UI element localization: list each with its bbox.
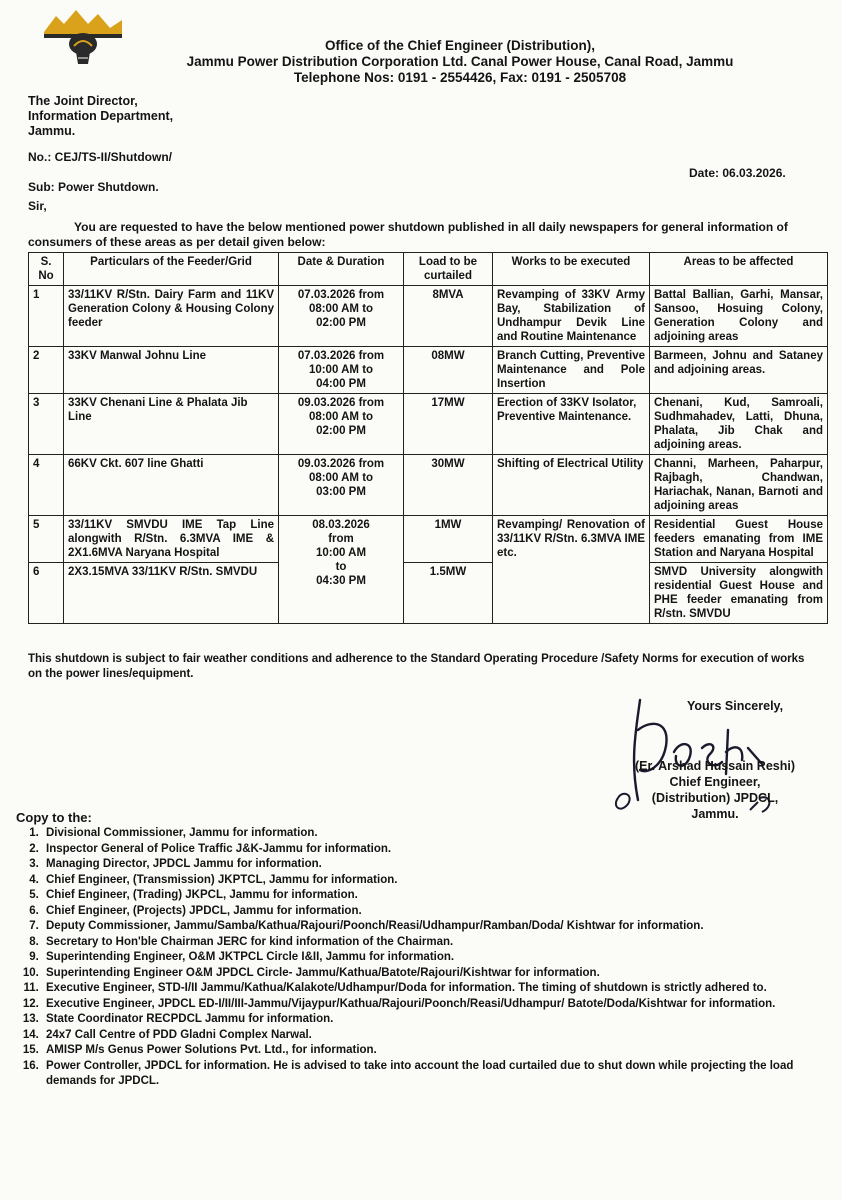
cell-sno: 4 bbox=[29, 455, 64, 516]
cell-date: 09.03.2026 from 08:00 AM to 02:00 PM bbox=[279, 394, 404, 455]
cell-works: Revamping of 33KV Army Bay, Stabilization of Undhampur Devik Line and Routine Maintenance bbox=[493, 286, 650, 347]
closing-yours: Yours Sincerely, bbox=[686, 699, 784, 713]
list-item: 10. Superintending Engineer O&M JPDCL Circle- Jammu/Kathua/Batote/Rajouri/Kishtwar for information. bbox=[42, 966, 822, 982]
letterhead-phone: Telephone Nos: 0191 - 2554426, Fax: 0191 - 2505708 bbox=[293, 70, 627, 85]
list-item: 9. Superintending Engineer, O&M JKTPCL Circle I&II, Jammu for information. bbox=[42, 950, 822, 966]
signatory-title: Chief Engineer, bbox=[669, 775, 761, 789]
letterhead-company: Jammu Power Distribution Corporation Ltd. Canal Power House, Canal Road, Jammu bbox=[186, 54, 734, 69]
list-item: 12. Executive Engineer, JPDCL ED-I/II/III-Jammu/Vijaypur/Kathua/Rajouri/Poonch/Reasi/Udhampur/ Batote/Doda/Kishtwar for information. bbox=[42, 997, 822, 1013]
copy-to-list bbox=[20, 826, 822, 1090]
addressee-line: The Joint Director, bbox=[28, 94, 138, 108]
list-item: 7. Deputy Commissioner, Jammu/Samba/Kathua/Rajouri/Poonch/Reasi/Udhampur/Ramban/Doda/ Kishtwar for information. bbox=[42, 919, 822, 935]
cell-date-shared: 08.03.2026 from 10:00 AM to 04:30 PM bbox=[279, 516, 404, 624]
list-item: 15. AMISP M/s Genus Power Solutions Pvt. Ltd., for information. bbox=[42, 1043, 822, 1059]
cell-sno: 3 bbox=[29, 394, 64, 455]
table-row bbox=[29, 394, 828, 455]
cell-sno: 6 bbox=[29, 563, 64, 624]
table-row bbox=[29, 516, 828, 563]
cell-sno: 5 bbox=[29, 516, 64, 563]
cell-feeder: 66KV Ckt. 607 line Ghatti bbox=[64, 455, 279, 516]
cell-date: 07.03.2026 from 08:00 AM to 02:00 PM bbox=[279, 286, 404, 347]
list-item: 13. State Coordinator RECPDCL Jammu for information. bbox=[42, 1012, 822, 1028]
col-feeder: Particulars of the Feeder/Grid bbox=[64, 253, 279, 286]
cell-load: 1MW bbox=[404, 516, 493, 563]
list-item: 6. Chief Engineer, (Projects) JPDCL, Jammu for information. bbox=[42, 904, 822, 920]
cell-load: 17MW bbox=[404, 394, 493, 455]
copy-to-heading: Copy to the: bbox=[16, 810, 92, 825]
cell-feeder: 33KV Chenani Line & Phalata Jib Line bbox=[64, 394, 279, 455]
cell-sno: 1 bbox=[29, 286, 64, 347]
table-row bbox=[29, 563, 828, 624]
cell-sno: 2 bbox=[29, 347, 64, 394]
col-sno: S. No bbox=[29, 253, 64, 286]
list-item: 11. Executive Engineer, STD-I/II Jammu/Kathua/Kalakote/Udhampur/Doda for information. The timing of shutdown is strictly adhered to. bbox=[42, 981, 822, 997]
addressee-line: Information Department, bbox=[28, 109, 174, 123]
letter-date: Date: 06.03.2026. bbox=[689, 166, 786, 180]
letterhead-office: Office of the Chief Engineer (Distribution), bbox=[325, 38, 595, 53]
cell-load: 08MW bbox=[404, 347, 493, 394]
list-item: 5. Chief Engineer, (Trading) JKPCL, Jammu for information. bbox=[42, 888, 822, 904]
cell-date: 09.03.2026 from 08:00 AM to 03:00 PM bbox=[279, 455, 404, 516]
cell-feeder: 2X3.15MVA 33/11KV R/Stn. SMVDU bbox=[64, 563, 279, 624]
cell-load: 30MW bbox=[404, 455, 493, 516]
reference-number: No.: CEJ/TS-II/Shutdown/ bbox=[28, 150, 172, 164]
table-row bbox=[29, 286, 828, 347]
cell-areas: Battal Ballian, Garhi, Mansar, Sansoo, Hosuing Colony, Generation Colony and adjoining areas bbox=[650, 286, 828, 347]
cell-areas: Channi, Marheen, Paharpur, Rajbagh, Chandwan, Hariachak, Nanan, Barnoti and adjoining areas bbox=[650, 455, 828, 516]
subject-line: Sub: Power Shutdown. bbox=[28, 180, 159, 194]
shutdown-table bbox=[28, 252, 828, 624]
signatory-name: (Er. Arshad Hussain Reshi) bbox=[635, 759, 795, 773]
table-row bbox=[29, 455, 828, 516]
list-item: 1. Divisional Commissioner, Jammu for information. bbox=[42, 826, 822, 842]
cell-feeder: 33KV Manwal Johnu Line bbox=[64, 347, 279, 394]
letterhead bbox=[140, 38, 780, 86]
list-item: 16. Power Controller, JPDCL for information. He is advised to take into account the load curtailed due to shut down while projecting the load demands for JPDCL. bbox=[42, 1059, 822, 1090]
col-works: Works to be executed bbox=[493, 253, 650, 286]
cell-date: 07.03.2026 from 10:00 AM to 04:00 PM bbox=[279, 347, 404, 394]
col-load: Load to be curtailed bbox=[404, 253, 493, 286]
cell-areas: Residential Guest House feeders emanating from IME Station and Naryana Hospital bbox=[650, 516, 828, 563]
cell-works-shared: Revamping/ Renovation of 33/11KV R/Stn. 6.3MVA IME etc. bbox=[493, 516, 650, 624]
list-item: 14. 24x7 Call Centre of PDD Gladni Complex Narwal. bbox=[42, 1028, 822, 1044]
list-item: 4. Chief Engineer, (Transmission) JKPTCL, Jammu for information. bbox=[42, 873, 822, 889]
table-row bbox=[29, 347, 828, 394]
weather-note: This shutdown is subject to fair weather conditions and adherence to the Standard Operating Procedure /Safety Norms for execution of works on the power lines/equipment. bbox=[28, 653, 805, 680]
cell-works: Shifting of Electrical Utility bbox=[493, 455, 650, 516]
addressee-block bbox=[28, 94, 173, 139]
cell-works: Branch Cutting, Preventive Maintenance and Pole Insertion bbox=[493, 347, 650, 394]
signatory-dept: (Distribution) JPDCL, bbox=[651, 791, 779, 805]
cell-areas: SMVD University alongwith residential Guest House and PHE feeder emanating from R/stn. SMVDU bbox=[650, 563, 828, 624]
salutation: Sir, bbox=[28, 199, 47, 213]
cell-load: 1.5MW bbox=[404, 563, 493, 624]
addressee-line: Jammu. bbox=[28, 124, 76, 138]
col-areas: Areas to be affected bbox=[650, 253, 828, 286]
intro-paragraph: You are requested to have the below mentioned power shutdown published in all daily newspapers for general information of consumers of these areas as per detail given below: bbox=[28, 220, 788, 249]
cell-areas: Barmeen, Johnu and Sataney and adjoining areas. bbox=[650, 347, 828, 394]
cell-works: Erection of 33KV Isolator, Preventive Maintenance. bbox=[493, 394, 650, 455]
closing-block bbox=[600, 698, 830, 822]
cell-feeder: 33/11KV R/Stn. Dairy Farm and 11KV Generation Colony & Housing Colony feeder bbox=[64, 286, 279, 347]
jpdcl-logo-icon bbox=[38, 6, 128, 70]
table-header-row bbox=[29, 253, 828, 286]
list-item: 3. Managing Director, JPDCL Jammu for information. bbox=[42, 857, 822, 873]
list-item: 2. Inspector General of Police Traffic J&K-Jammu for information. bbox=[42, 842, 822, 858]
signatory-place: Jammu. bbox=[691, 807, 739, 821]
col-date: Date & Duration bbox=[279, 253, 404, 286]
cell-load: 8MVA bbox=[404, 286, 493, 347]
list-item: 8. Secretary to Hon'ble Chairman JERC for kind information of the Chairman. bbox=[42, 935, 822, 951]
cell-feeder: 33/11KV SMVDU IME Tap Line alongwith R/Stn. 6.3MVA IME & 2X1.6MVA Naryana Hospital bbox=[64, 516, 279, 563]
cell-areas: Chenani, Kud, Samroali, Sudhmahadev, Latti, Dhuna, Phalata, Jib Chak and adjoining areas. bbox=[650, 394, 828, 455]
